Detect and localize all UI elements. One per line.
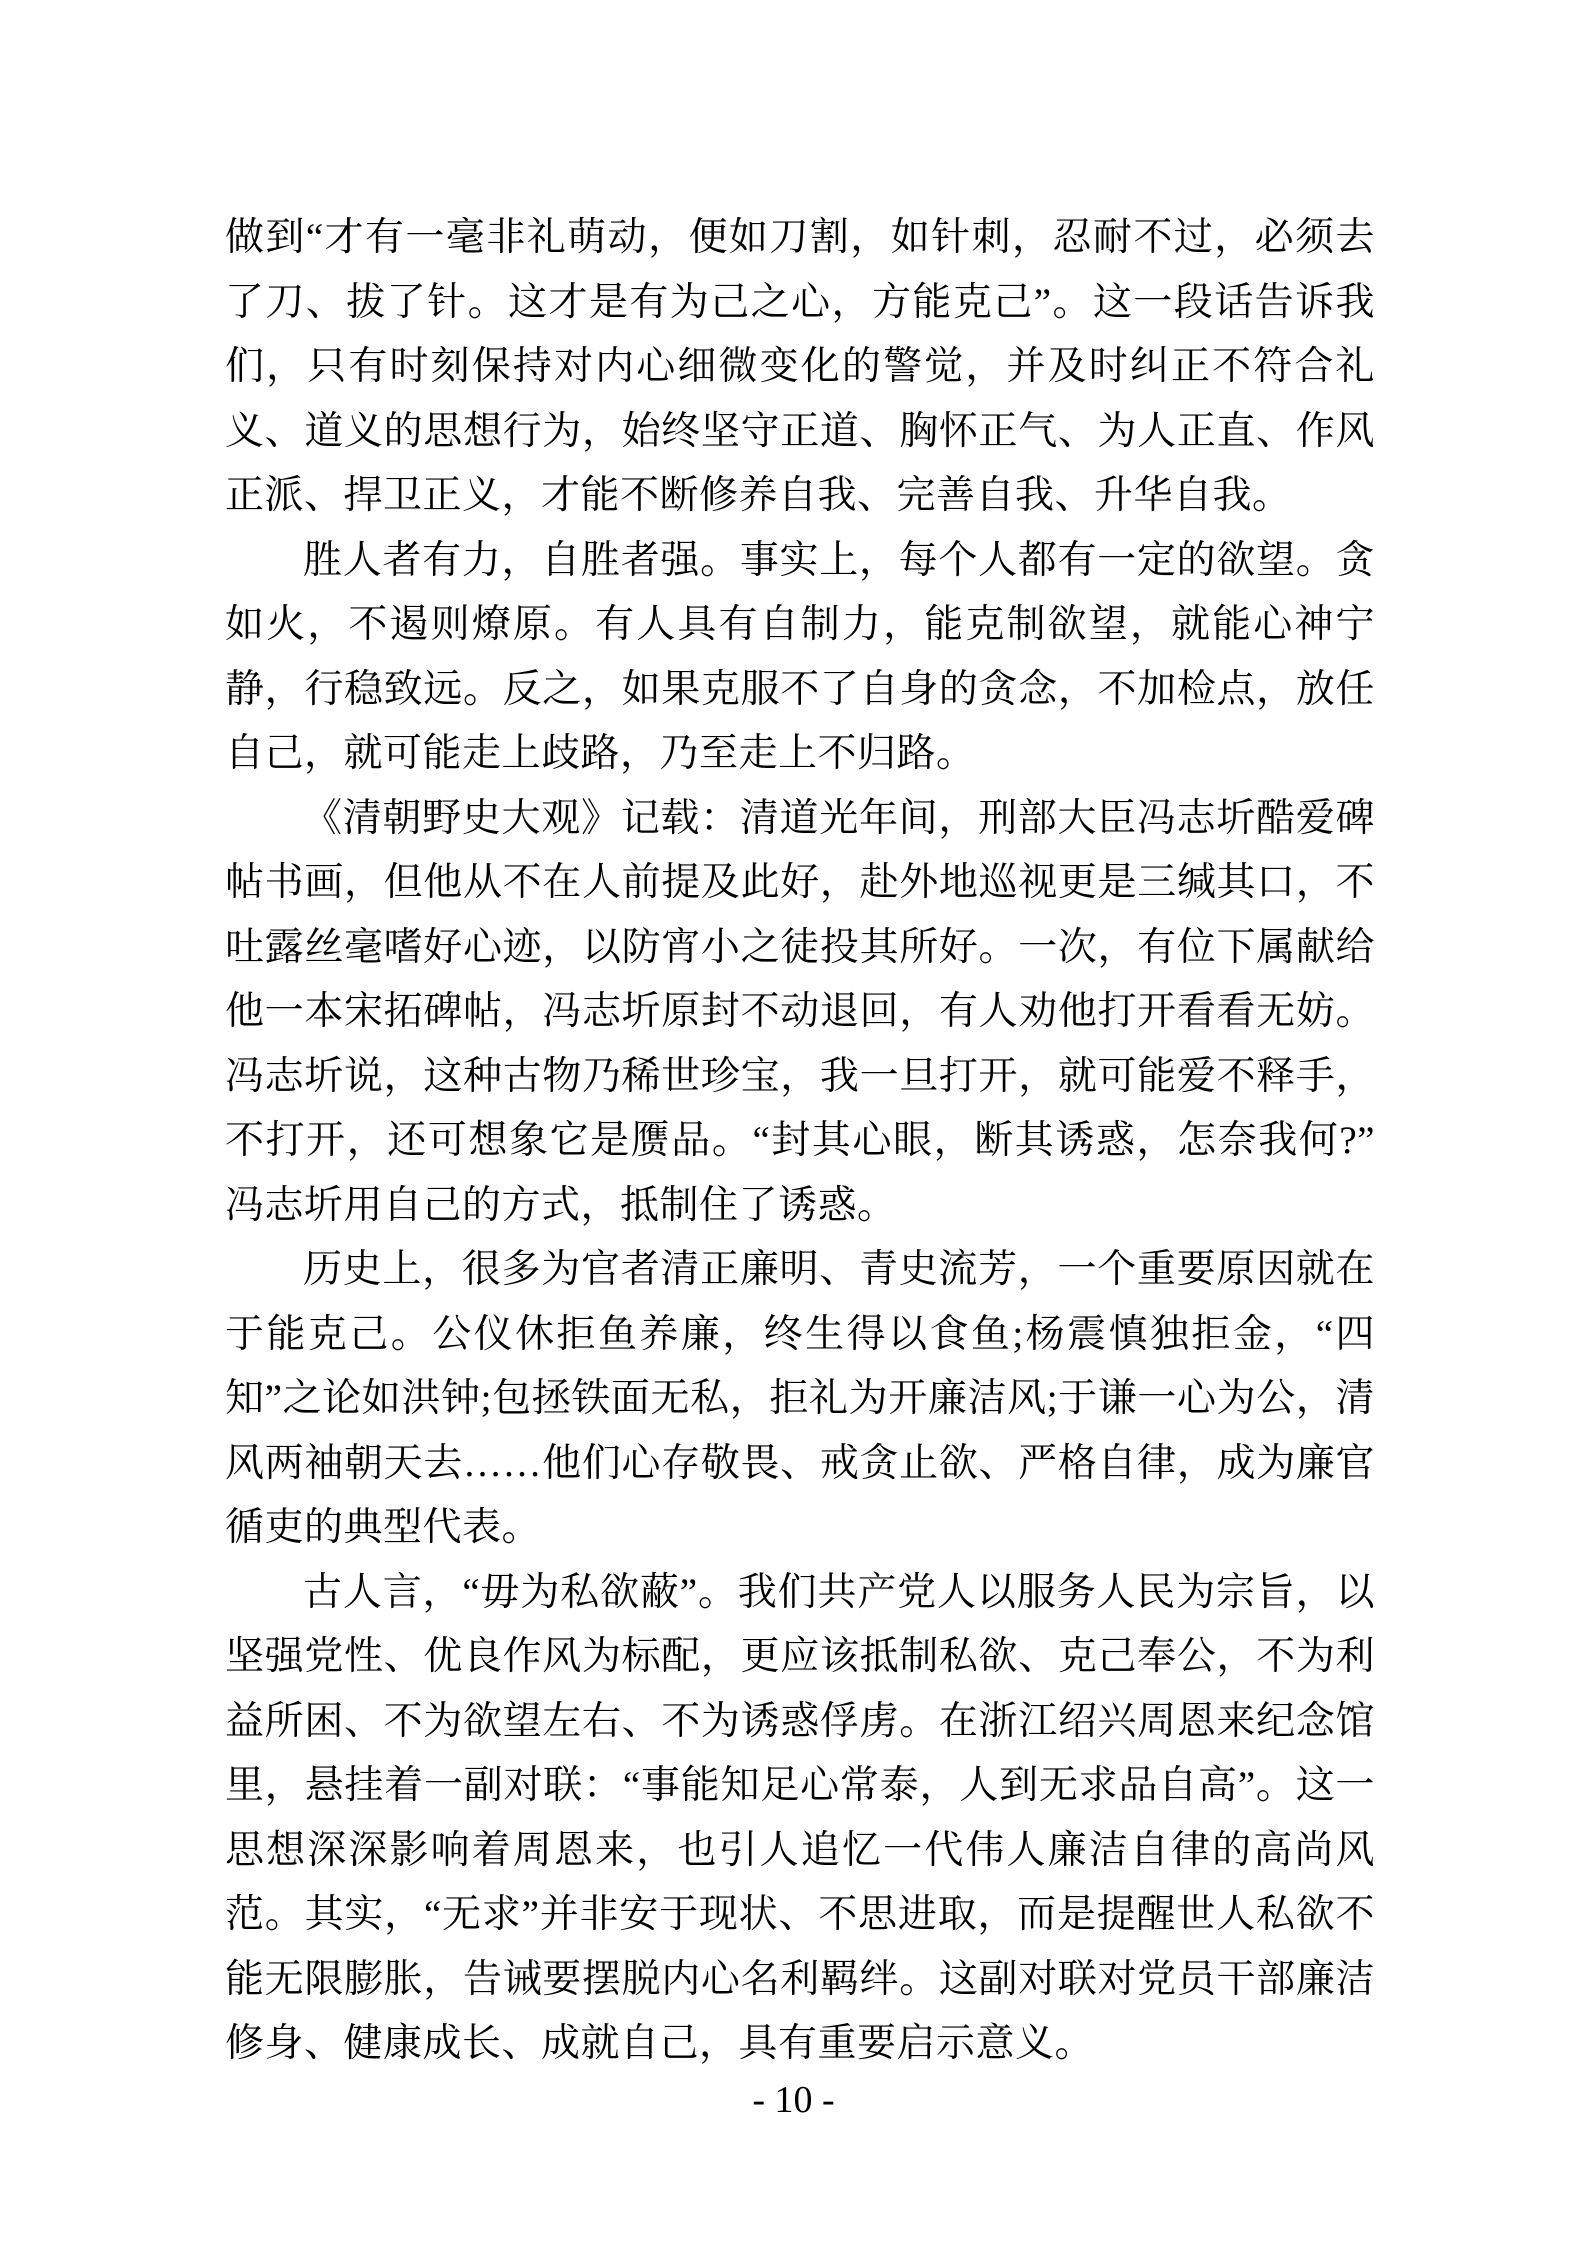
paragraph: 胜人者有力，自胜者强。事实上，每个人都有一定的欲望。贪如火，不遏则燎原。有人具有自制力，能克制欲望，就能心神宁静，行稳致远。反之，如果克服不了自身的贪念，不加检点，放任自己，就可能走上歧路，乃至走上不归路。	[225, 538, 1375, 775]
paragraph-continuation: 做到“才有一毫非礼萌动，便如刀割，如针刺，忍耐不过，必须去了刀、拔了针。这才是有为己之心，方能克己”。这一段话告诉我们，只有时刻保持对内心细微变化的警觉，并及时纠正不符合礼义、道义的思想行为，始终坚守正道、胸怀正气、为人正直、作风正派、捍卫正义，才能不断修养自我、完善自我、升华自我。	[225, 216, 1375, 517]
paragraph: 《清朝野史大观》记载：清道光年间，刑部大臣冯志圻酷爱碑帖书画，但他从不在人前提及此好，赴外地巡视更是三缄其口，不吐露丝毫嗜好心迹，以防宵小之徒投其所好。一次，有位下属献给他一本宋拓碑帖，冯志圻原封不动退回，有人劝他打开看看无妨。冯志圻说，这种古物乃稀世珍宝，我一旦打开，就可能爱不释手，不打开，还可想象它是赝品。“封其心眼，断其诱惑，怎奈我何?”冯志圻用自己的方式，抵制住了诱惑。	[225, 796, 1375, 1227]
document-body	[225, 206, 1375, 2077]
page-number: - 10 -	[752, 2079, 835, 2121]
paragraph: 古人言，“毋为私欲蔽”。我们共产党人以服务人民为宗旨，以坚强党性、优良作风为标配，更应该抵制私欲、克己奉公，不为利益所困、不为欲望左右、不为诱惑俘虏。在浙江绍兴周恩来纪念馆里，悬挂着一副对联：“事能知足心常泰，人到无求品自高”。这一思想深深影响着周恩来，也引人追忆一代伟人廉洁自律的高尚风范。其实，“无求”并非安于现状、不思进取，而是提醒世人私欲不能无限膨胀，告诫要摆脱内心名利羁绊。这副对联对党员干部廉洁修身、健康成长、成就自己，具有重要启示意义。	[225, 1570, 1375, 2065]
paragraph: 历史上，很多为官者清正廉明、青史流芳，一个重要原因就在于能克己。公仪休拒鱼养廉，终生得以食鱼;杨震慎独拒金，“四知”之论如洪钟;包拯铁面无私，拒礼为开廉洁风;于谦一心为公，清风两袖朝天去……他们心存敬畏、戒贪止欲、严格自律，成为廉官循吏的典型代表。	[225, 1248, 1375, 1549]
